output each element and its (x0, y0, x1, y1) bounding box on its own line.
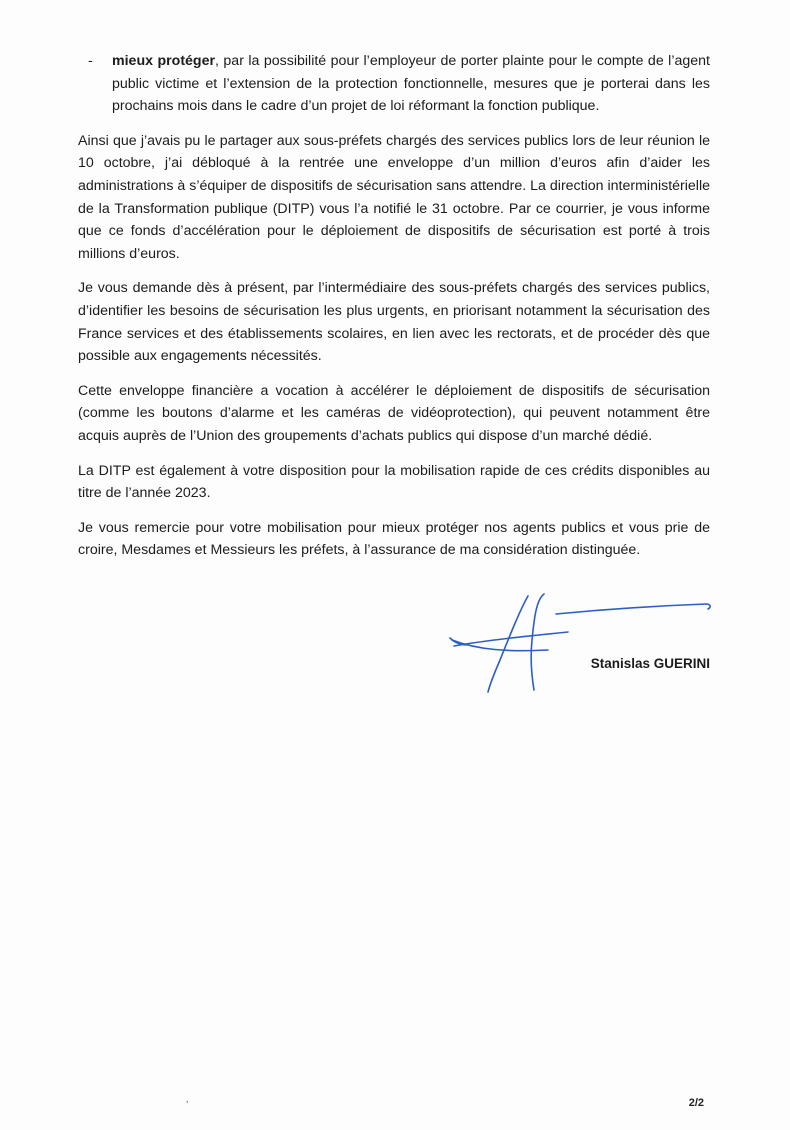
page-number: 2/2 (688, 1097, 704, 1109)
signer-name: Stanislas GUERINI (590, 656, 710, 671)
paragraph-closing: Je vous remercie pour votre mobilisation pour mieux protéger nos agents publics et vous prie de croire, Mesdames et Messieurs les préfets, à l’assurance de ma considération distinguée. (78, 519, 710, 559)
paragraph-request: Je vous demande dès à présent, par l’intermédiaire des sous-préfets chargés des services publics, d’identifier les besoins de sécurisation les plus urgents, en priorisant notamment la sécurisation des France services et des établissements scolaires, en lien avec les rectorats, et de procéder dès que possible aux engagements nécessités. (78, 280, 710, 365)
bullet-dash: - (88, 53, 93, 69)
bullet-text: , par la possibilité pour l’employeur de porter plainte pour le compte de l’agent public victime et l’extension de la protection fonctionnelle, mesures que je porterai dans les prochains mois dans le cadre d’un projet de loi réformant la fonction publique. (112, 53, 710, 115)
paragraph-ditp: La DITP est également à votre disposition pour la mobilisation rapide de ces crédits disponibles au titre de l’année 2023. (78, 462, 710, 502)
paragraph-envelope: Cette enveloppe financière a vocation à accélérer le déploiement de dispositifs de sécurisation (comme les boutons d’alarme et les caméras de vidéoprotection), qui peuvent notamment être acquis auprès de l’Union des groupements d’achats publics qui dispose d’un marché dédié. (78, 382, 710, 444)
bullet-item (78, 50, 710, 118)
bullet-lead: mieux protéger (112, 53, 216, 69)
paragraph-funding: Ainsi que j’avais pu le partager aux sous-préfets chargés des services publics lors de leur réunion le 10 octobre, j’ai débloqué à la rentrée une enveloppe d’un million d’euros afin d’aider les administrations à s’équiper de dispositifs de sécurisation sans attendre. La direction interministérielle de la Transformation publique (DITP) vous l’a notifié le 31 octobre. Par ce courrier, je vous informe que ce fonds d’accélération pour le déploiement de dispositifs de sécurisation est porté à trois millions d’euros. (78, 132, 710, 262)
scan-speck: ‚ (186, 1094, 189, 1105)
letter-body (78, 50, 710, 574)
handwritten-signature (448, 590, 718, 700)
